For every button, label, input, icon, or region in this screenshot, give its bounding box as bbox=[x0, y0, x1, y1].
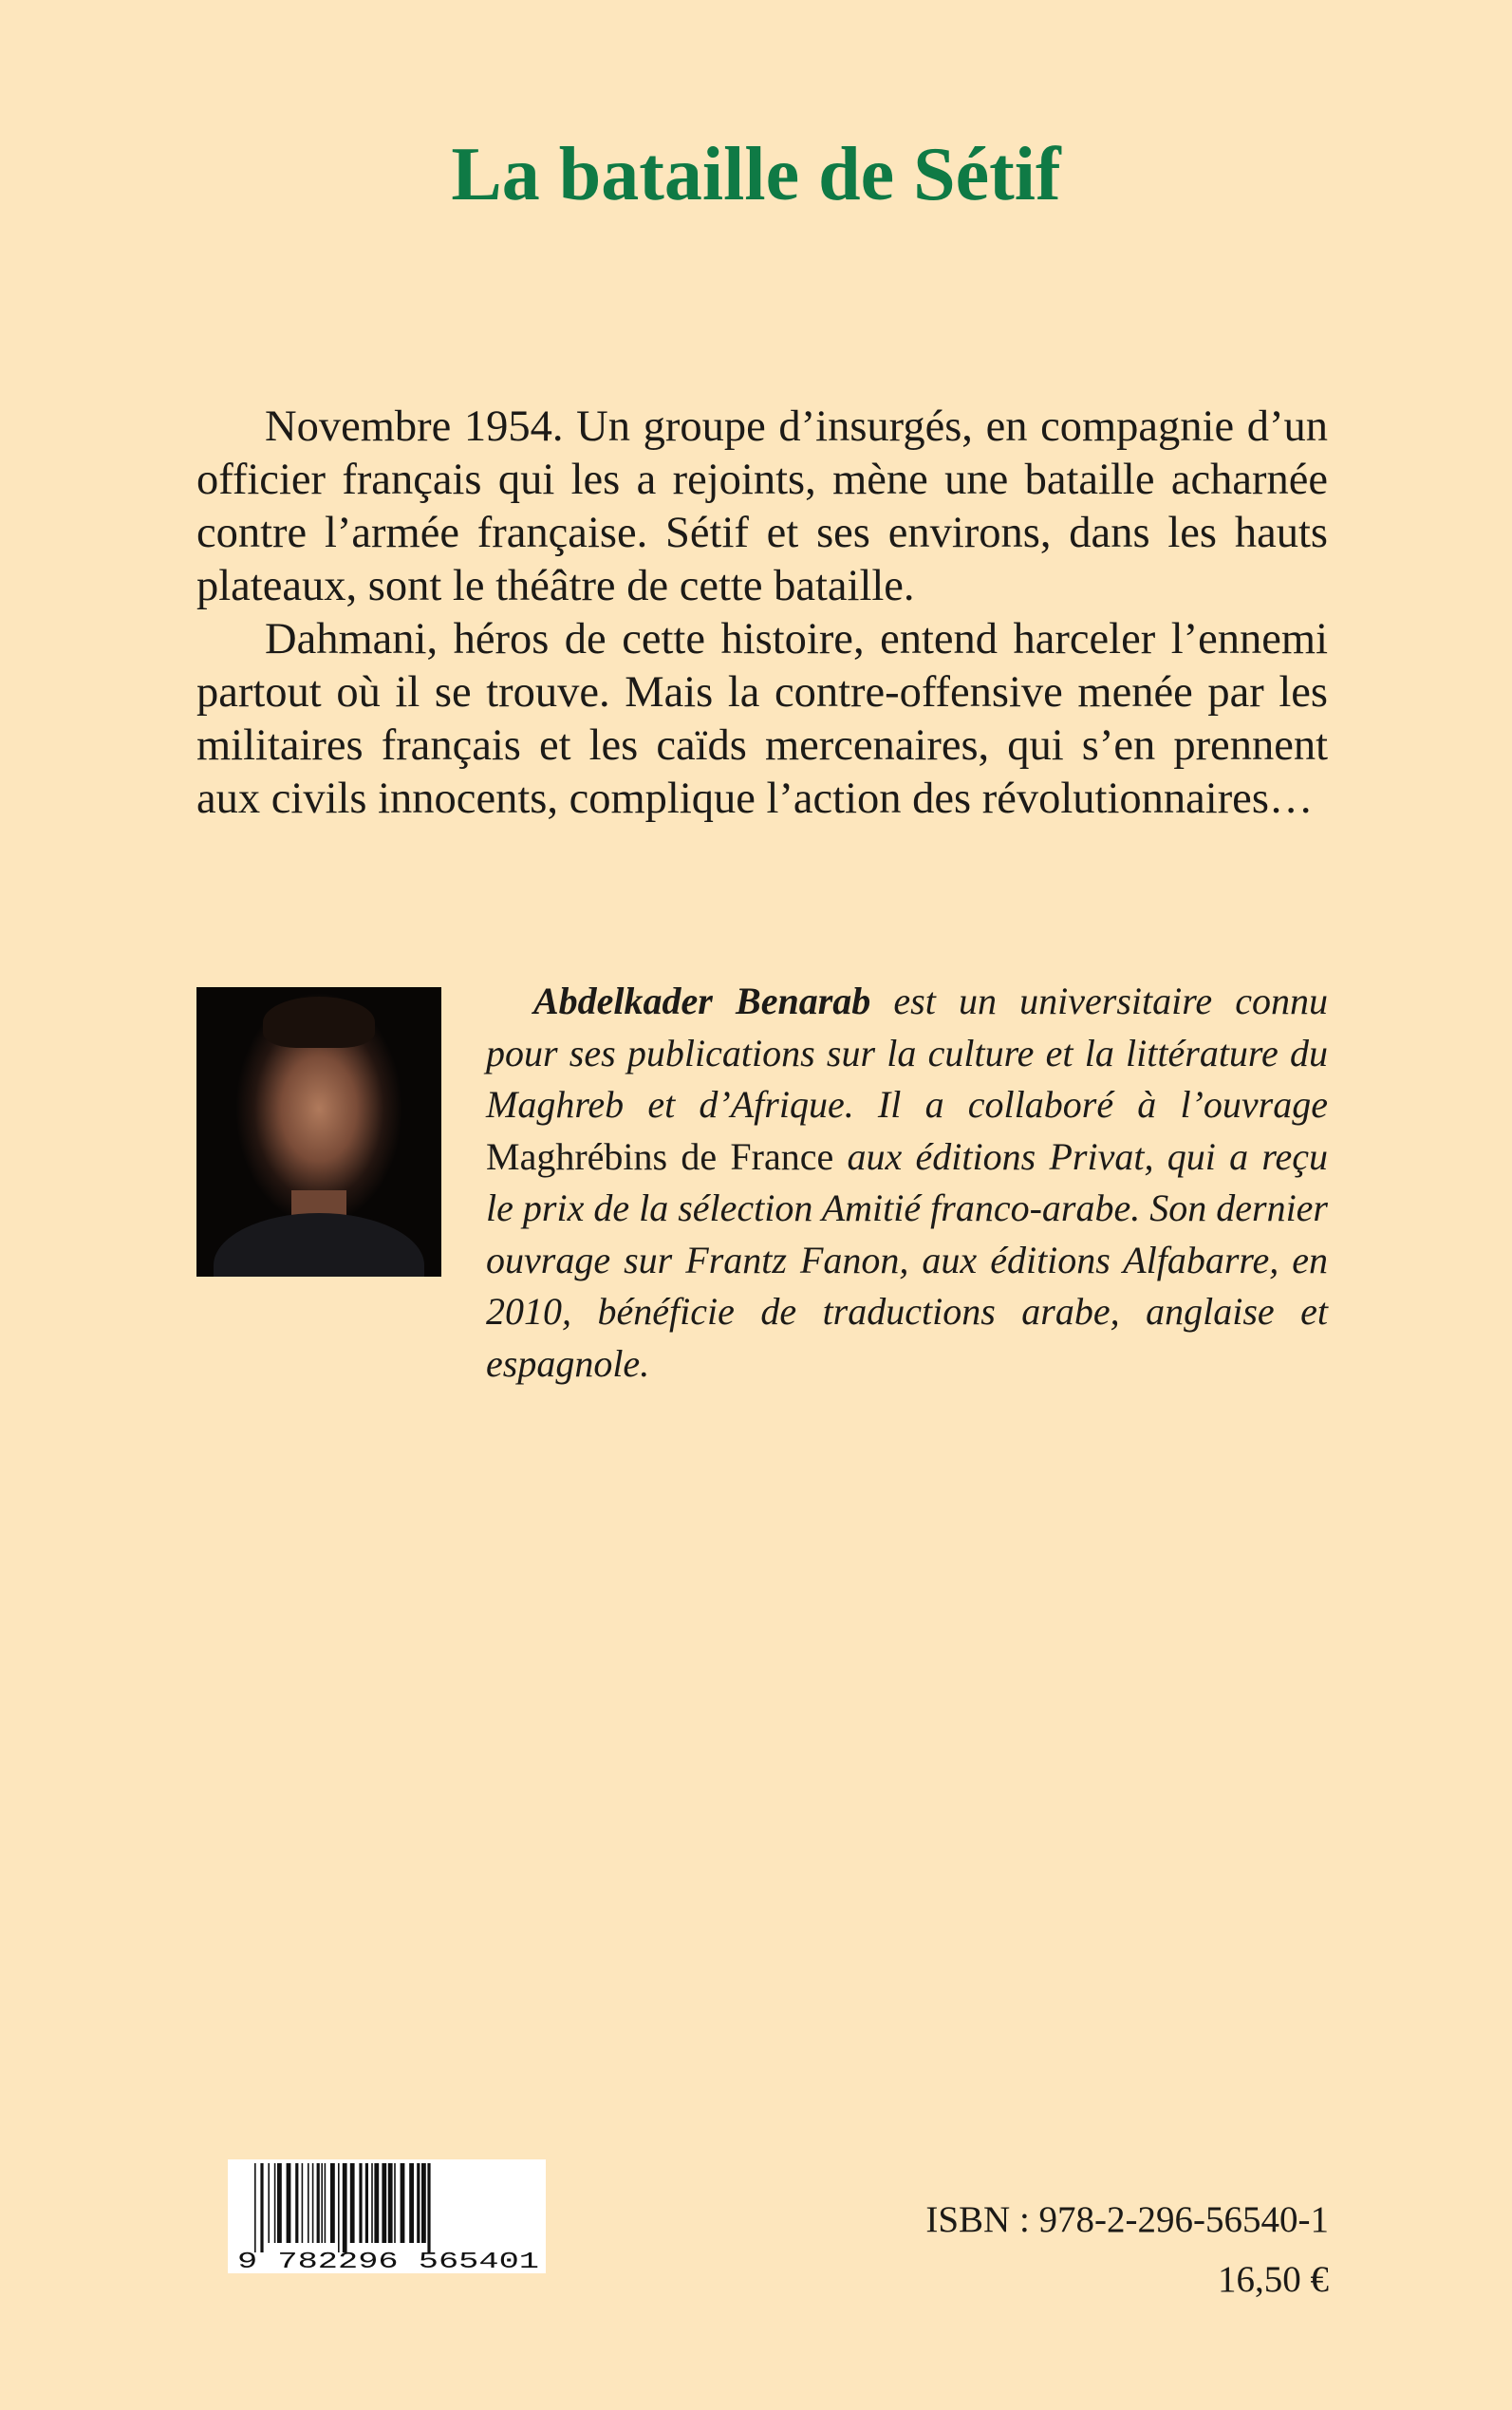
barcode-bar bbox=[254, 2163, 256, 2252]
barcode-bar bbox=[374, 2163, 379, 2243]
barcode-bar bbox=[287, 2163, 291, 2243]
barcode-bar bbox=[350, 2163, 355, 2243]
barcode-bar bbox=[338, 2163, 340, 2252]
barcode-bar bbox=[371, 2163, 373, 2243]
barcode-bar bbox=[277, 2163, 282, 2243]
barcode-digits: 9 782296 565401 bbox=[237, 2250, 539, 2273]
bio-text: aux éditions Privat, qui a reçu le prix de la sélection Amitié franco-arabe. Son dernier ouvrage sur Frantz Fanon, aux éditions Alfabarre, en 2010, bénéficie de traductions arabe, anglaise et espagnole. bbox=[486, 1134, 1328, 1385]
bio-text: est un universitaire connu pour ses publications sur la culture et la littérature du Maghreb et d’Afrique. Il a collaboré à l’ouvrage bbox=[486, 980, 1328, 1126]
cited-book-title: Maghrébins de France bbox=[486, 1134, 834, 1178]
barcode-bar bbox=[427, 2163, 430, 2252]
barcode-bar bbox=[382, 2163, 386, 2243]
barcode-bar bbox=[421, 2163, 426, 2243]
author-name: Abdelkader Benarab bbox=[533, 980, 871, 1022]
barcode-bar bbox=[312, 2163, 314, 2243]
back-cover-blurb bbox=[196, 401, 1328, 826]
barcode-bar bbox=[295, 2163, 298, 2243]
blurb-paragraph: Novembre 1954. Un groupe d’insurgés, en compagnie d’un officier français qui les a rejoints, mène une bataille acharnée contre l’armée française. Sétif et ses environs, dans les hauts plateaux, sont le théâtre de cette bataille. bbox=[196, 402, 1328, 610]
barcode-bar bbox=[325, 2163, 327, 2243]
barcode-bar bbox=[409, 2163, 414, 2243]
barcode-bar bbox=[359, 2163, 362, 2243]
barcode-bar bbox=[330, 2163, 335, 2243]
barcode-bar bbox=[394, 2163, 396, 2243]
barcode-bar bbox=[302, 2163, 304, 2243]
barcode-bar bbox=[417, 2163, 420, 2243]
blurb-paragraph: Dahmani, héros de cette histoire, entend harceler l’ennemi partout où il se trouve. Mais la contre-offensive menée par les militaires français et les caïds mercenaires, qui s’en prennent aux civils innocents, complique l’action des révolutionnaires… bbox=[196, 615, 1328, 823]
barcode-bar bbox=[365, 2163, 368, 2243]
price: 16,50 € bbox=[1218, 2259, 1329, 2300]
barcode-bar bbox=[260, 2163, 263, 2252]
barcode-bar bbox=[268, 2163, 270, 2243]
barcode-bar bbox=[321, 2163, 323, 2243]
barcode-bar bbox=[388, 2163, 393, 2243]
author-photo bbox=[196, 987, 441, 1277]
barcode-bar bbox=[308, 2163, 309, 2243]
isbn-barcode bbox=[228, 2159, 546, 2273]
barcode-bar bbox=[274, 2163, 276, 2243]
isbn-number: ISBN : 978-2-296-56540-1 bbox=[925, 2199, 1329, 2240]
book-title: La bataille de Sétif bbox=[451, 133, 1061, 216]
barcode-bar bbox=[317, 2163, 320, 2243]
author-bio bbox=[486, 976, 1328, 1390]
barcode-bar bbox=[343, 2163, 347, 2252]
barcode-bar bbox=[401, 2163, 405, 2243]
